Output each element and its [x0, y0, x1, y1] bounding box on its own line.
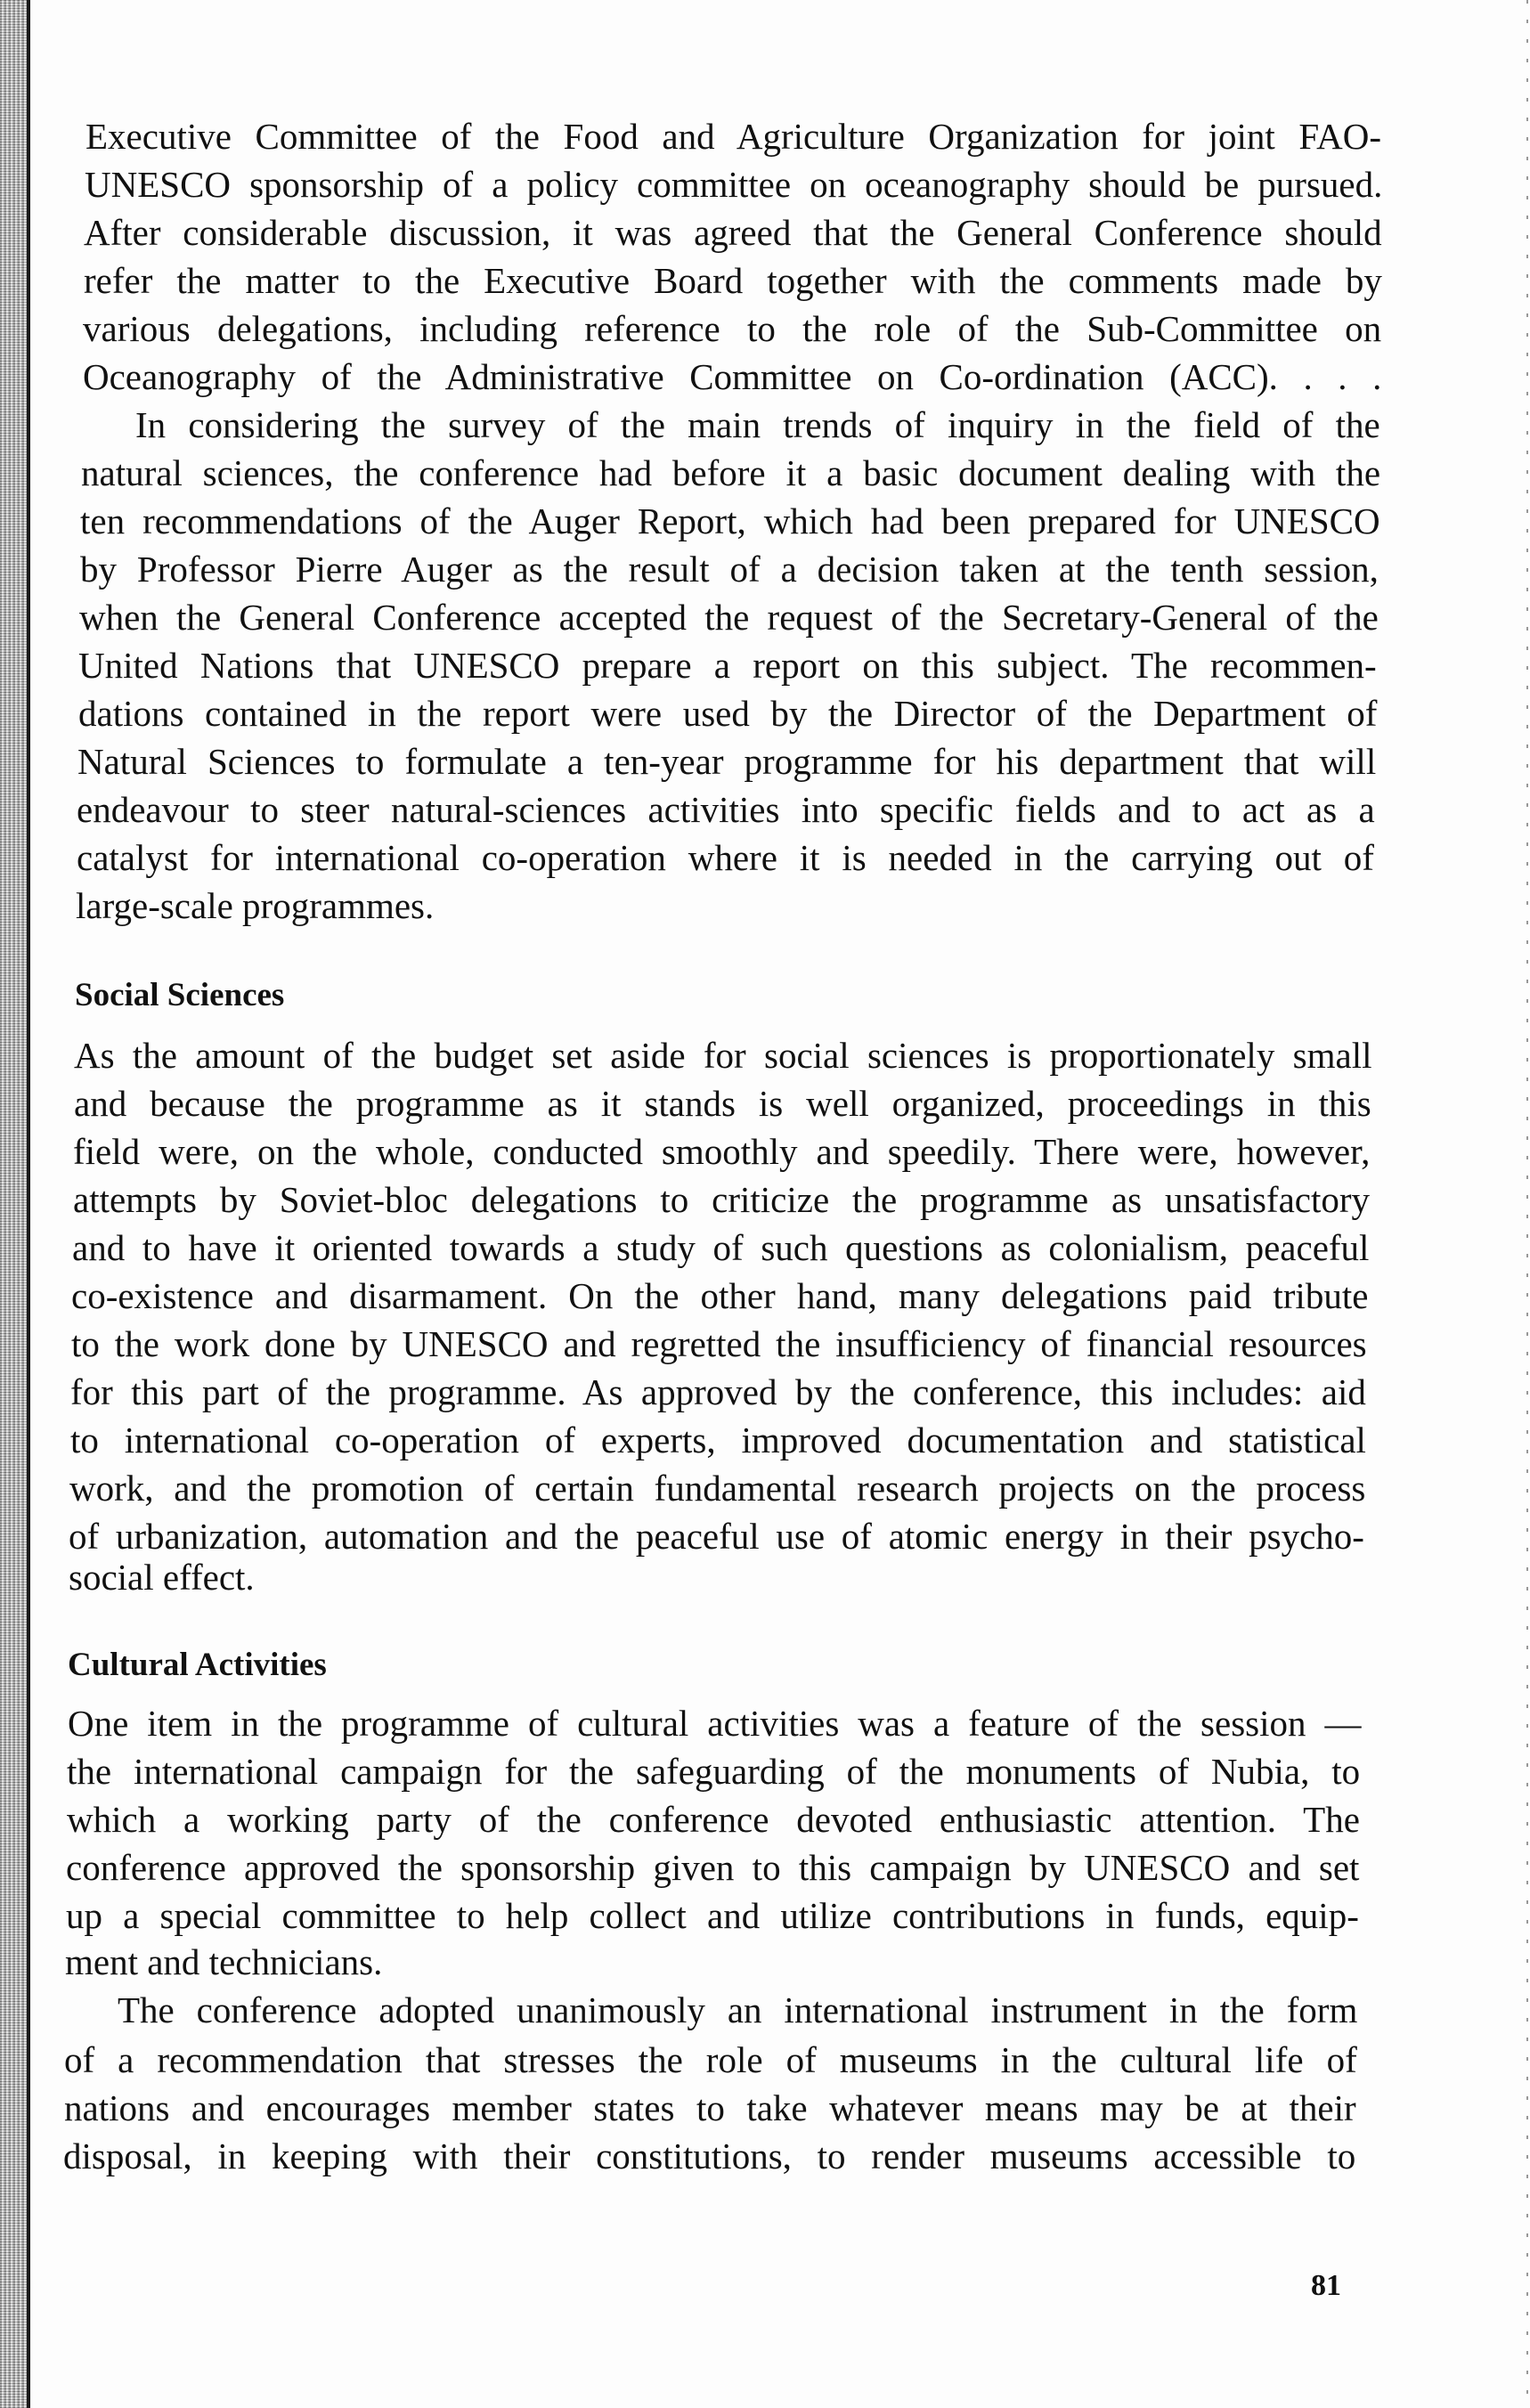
text-line: the international campaign for the safeguarding of the monuments of Nubia, to — [67, 1751, 1361, 1792]
page-number: 81 — [1311, 2269, 1341, 2302]
text-line: conference approved the sponsorship given to this campaign by UNESCO and set — [66, 1847, 1360, 1888]
text-line: dations contained in the report were used by the Director of the Department of — [78, 693, 1378, 734]
text-line: various delegations, including reference to the role of the Sub-Committee on — [83, 308, 1382, 349]
text-line: Executive Committee of the Food and Agriculture Organization for joint FAO- — [85, 116, 1381, 157]
text-line: field were, on the whole, conducted smoothly and speedily. There were, however, — [73, 1131, 1371, 1172]
text-line: In considering the survey of the main trends of inquiry in the field of the — [135, 404, 1380, 445]
text-line: work, and the promotion of certain fundamental research projects on the process — [69, 1468, 1366, 1509]
text-line: catalyst for international co-operation where it is needed in the carrying out of — [77, 837, 1374, 878]
text-line: endeavour to steer natural-sciences activities into specific fields and to act as a — [77, 789, 1375, 830]
section-heading: Social Sciences — [75, 977, 285, 1013]
text-line: disposal, in keeping with their constitutions, to render museums accessible to — [63, 2135, 1356, 2176]
text-line: Natural Sciences to formulate a ten-year programme for his department that will — [77, 741, 1377, 782]
text-line: co-existence and disarmament. On the other hand, many delegations paid tribute — [71, 1275, 1369, 1316]
text-line: large-scale programmes. — [76, 885, 435, 926]
text-line: of urbanization, automation and the peaceful use of atomic energy in their psycho- — [69, 1516, 1364, 1557]
text-line: to international co-operation of experts, improved documentation and statistical — [70, 1420, 1366, 1460]
text-line: to the work done by UNESCO and regretted the insufficiency of financial resources — [71, 1323, 1367, 1364]
text-line: natural sciences, the conference had before it a basic document dealing with the — [81, 452, 1381, 493]
text-line: and because the programme as it stands is well organized, proceedings in this — [74, 1083, 1371, 1124]
text-line: refer the matter to the Executive Board together with the comments made by — [84, 260, 1382, 301]
text-line: UNESCO sponsorship of a policy committee on oceanography should be pursued. — [85, 164, 1383, 205]
text-line: nations and encourages member states to take whatever means may be at their — [64, 2087, 1356, 2128]
text-line: when the General Conference accepted the request of the Secretary-General of the — [79, 597, 1379, 638]
text-line: ten recommendations of the Auger Report, which had been prepared for UNESCO — [80, 500, 1380, 541]
text-line: of a recommendation that stresses the role of museums in the cultural life of — [64, 2039, 1357, 2080]
text-line: for this part of the programme. As approved by the conference, this includes: aid — [70, 1371, 1366, 1412]
text-line: United Nations that UNESCO prepare a report on this subject. The recommen- — [78, 645, 1377, 686]
text-line: As the amount of the budget set aside for social sciences is proportionately small — [74, 1035, 1372, 1076]
text-line: and to have it oriented towards a study of such questions as colonialism, peaceful — [72, 1227, 1370, 1268]
text-line: The conference adopted unanimously an international instrument in the form — [118, 1989, 1358, 2030]
text-line: ment and technicians. — [65, 1941, 383, 1982]
text-line: After considerable discussion, it was agreed that the General Conference should — [84, 212, 1382, 253]
section-heading: Cultural Activities — [68, 1647, 327, 1683]
text-line: One item in the programme of cultural activities was a feature of the session — — [68, 1703, 1362, 1744]
text-line: which a working party of the conference devoted enthusiastic attention. The — [67, 1799, 1360, 1840]
text-line: up a special committee to help collect and utilize contributions in funds, equip- — [66, 1895, 1359, 1936]
text-line: attempts by Soviet-bloc delegations to criticize the programme as unsatisfactory — [73, 1179, 1371, 1220]
scan-binding-edge — [0, 0, 30, 2408]
text-line: by Professor Pierre Auger as the result of a decision taken at the tenth session, — [80, 549, 1379, 590]
scan-right-edge — [1526, 0, 1528, 2408]
text-line: Oceanography of the Administrative Committee on Co-ordination (ACC). . . . — [83, 356, 1382, 397]
text-line: social effect. — [69, 1557, 255, 1598]
